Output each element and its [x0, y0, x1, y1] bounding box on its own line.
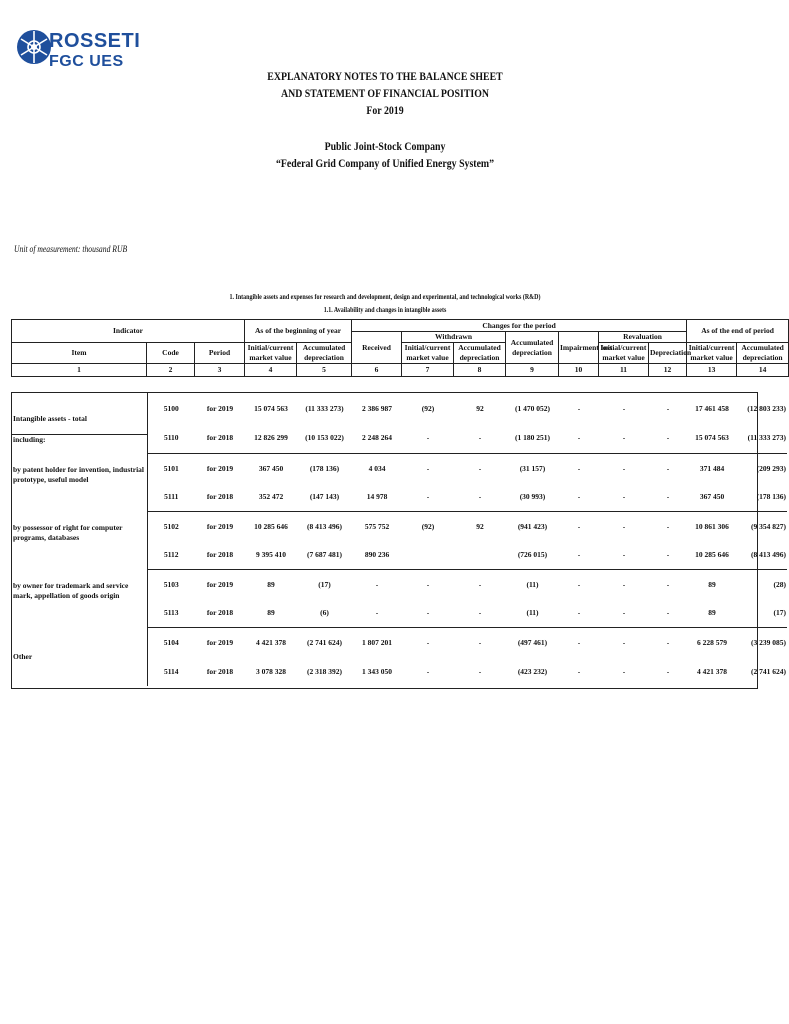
section-subheading: 1.1. Availability and changes in intangible assets — [323, 305, 447, 314]
header-withdrawn: Withdrawn — [402, 332, 506, 343]
column-number: 11 — [599, 364, 649, 377]
table-cell: 1 807 201 — [362, 637, 392, 647]
column-number: 7 — [402, 364, 454, 377]
table-cell: 5113 — [147, 599, 195, 627]
header-beginning: As of the beginning of year — [245, 320, 352, 343]
table-header — [11, 319, 789, 377]
table-cell: 15 074 563 — [687, 423, 737, 453]
company-type: Public Joint-Stock Company — [324, 139, 446, 153]
table-cell: 9 395 410 — [245, 541, 297, 569]
table-cell: - — [577, 667, 581, 676]
table-cell: - — [375, 579, 379, 589]
table-cell: 4 421 378 — [697, 667, 727, 676]
table-cell: for 2018 — [206, 667, 234, 676]
table-cell: 2 248 264 — [352, 423, 402, 453]
table-cell: for 2018 — [195, 423, 245, 453]
table-cell: - — [666, 637, 670, 647]
table-cell: - — [666, 579, 670, 589]
header-item: Item — [12, 343, 147, 364]
table-cell: - — [577, 403, 581, 413]
table-cell: - — [402, 483, 454, 511]
table-cell: (497 461) — [517, 637, 548, 647]
table-cell: 10 285 646 — [687, 541, 737, 569]
table-cell: - — [426, 667, 430, 676]
table-cell: - — [478, 637, 482, 647]
table-cell: 10 861 306 — [695, 521, 729, 531]
table-cell: 92 — [476, 403, 484, 413]
table-cell: (3 239 085) — [751, 637, 786, 647]
table-cell: - — [559, 599, 599, 627]
table-cell: (92) — [421, 521, 435, 531]
row-label-text: Intangible assets - total — [13, 414, 87, 423]
table-cell: - — [649, 423, 687, 453]
table-cell: (11 333 273) — [305, 403, 344, 413]
header-accum-dep: Accumulated depreciation — [506, 332, 559, 364]
table-cell: - — [559, 483, 599, 511]
table-cell: 5101 — [163, 463, 179, 473]
table-cell: - — [599, 483, 649, 511]
table-cell: for 2019 — [206, 463, 234, 473]
column-number: 3 — [195, 364, 245, 377]
header-period: Period — [195, 343, 245, 364]
table-cell: 10 285 646 — [254, 521, 288, 531]
table-cell: 367 450 — [258, 463, 284, 473]
table-cell: (178 136) — [737, 483, 787, 511]
header-code: Code — [147, 343, 195, 364]
header-received: Received — [352, 332, 402, 364]
header-end-initial: Initial/current market value — [687, 343, 737, 364]
table-cell: - — [666, 463, 670, 473]
table-cell: - — [577, 637, 581, 647]
table-cell: - — [599, 599, 649, 627]
doc-title-line1: EXPLANATORY NOTES TO THE BALANCE SHEET — [267, 69, 503, 83]
table-cell: - — [478, 667, 482, 676]
table-cell: - — [666, 667, 670, 676]
table-cell: 890 236 — [352, 541, 402, 569]
table-cell: (2 741 624) — [307, 637, 342, 647]
table-cell: (2 741 624) — [751, 667, 786, 676]
table-cell: for 2019 — [206, 637, 234, 647]
table-cell: 5110 — [147, 423, 195, 453]
table-cell: 5114 — [163, 667, 179, 676]
table-cell: (7 687 481) — [297, 541, 352, 569]
table-cell: (10 153 022) — [297, 423, 352, 453]
table-cell: (726 015) — [506, 541, 559, 569]
table-cell: 6 228 579 — [697, 637, 727, 647]
header-reval-initial: Initial/current market value — [599, 343, 649, 364]
table-row — [12, 569, 787, 599]
table-cell — [402, 541, 454, 569]
column-number: 2 — [147, 364, 195, 377]
table-cell: 5102 — [163, 521, 179, 531]
table-cell: for 2018 — [195, 599, 245, 627]
column-number: 1 — [12, 364, 147, 377]
table-cell: (941 423) — [517, 521, 548, 531]
table-cell: - — [649, 541, 687, 569]
header-indicator: Indicator — [12, 320, 245, 343]
column-number: 14 — [737, 364, 789, 377]
table-cell: 5112 — [147, 541, 195, 569]
column-number: 10 — [559, 364, 599, 377]
table-cell: - — [622, 463, 626, 473]
table-cell: - — [478, 579, 482, 589]
logo-name: ROSSETI — [49, 30, 141, 52]
table-cell: 89 — [267, 579, 275, 589]
table-cell: 5103 — [163, 579, 179, 589]
table-cell: 17 461 458 — [695, 403, 729, 413]
table-cell: - — [426, 579, 430, 589]
table-cell: (92) — [421, 403, 435, 413]
table-cell: for 2018 — [195, 483, 245, 511]
table-cell: - — [577, 521, 581, 531]
logo-subname: FGC UES — [49, 53, 124, 70]
table-cell: (178 136) — [309, 463, 340, 473]
table-cell: 12 826 299 — [245, 423, 297, 453]
column-number: 13 — [687, 364, 737, 377]
table-cell: - — [622, 579, 626, 589]
column-number: 12 — [649, 364, 687, 377]
table-cell: (147 143) — [297, 483, 352, 511]
table-cell: (423 232) — [517, 667, 548, 676]
table-cell: 15 074 563 — [254, 403, 288, 413]
column-number: 6 — [352, 364, 402, 377]
table-cell: - — [622, 667, 626, 676]
table-body — [11, 392, 786, 689]
table-cell: (11) — [526, 579, 539, 589]
table-cell: - — [454, 423, 506, 453]
table-cell: for 2018 — [195, 541, 245, 569]
table-cell: 367 450 — [687, 483, 737, 511]
table-cell: 92 — [476, 521, 484, 531]
table-cell: - — [426, 637, 430, 647]
column-number: 5 — [297, 364, 352, 377]
table-cell: 89 — [245, 599, 297, 627]
table-cell: (8 413 496) — [737, 541, 787, 569]
row-label: by patent holder for invention, industrial prototype, useful model — [12, 453, 147, 511]
table-cell: (31 157) — [519, 463, 546, 473]
table-cell: - — [454, 599, 506, 627]
table-cell: (209 293) — [756, 463, 786, 473]
table-cell: - — [352, 599, 402, 627]
table-cell: (8 413 496) — [307, 521, 342, 531]
row-label: by owner for trademark and service mark, appellation of goods origin — [12, 569, 147, 627]
table-cell: - — [402, 599, 454, 627]
table-cell: 5111 — [147, 483, 195, 511]
header-withdrawn-initial: Initial/current market value — [402, 343, 454, 364]
table-cell: - — [622, 403, 626, 413]
header-begin-initial: Initial/current market value — [245, 343, 297, 364]
column-number: 4 — [245, 364, 297, 377]
unit-of-measurement: Unit of measurement: thousand RUB — [14, 244, 128, 254]
table-cell — [454, 541, 506, 569]
table-cell: - — [402, 423, 454, 453]
table-cell: - — [454, 483, 506, 511]
table-cell: 5104 — [163, 637, 179, 647]
company-name: “Federal Grid Company of Unified Energy System” — [275, 156, 495, 170]
table-cell: for 2019 — [206, 403, 234, 413]
table-cell: - — [559, 541, 599, 569]
table-cell: (11 333 273) — [737, 423, 787, 453]
column-number: 8 — [454, 364, 506, 377]
table-cell: - — [649, 483, 687, 511]
table-row — [12, 511, 787, 541]
table-cell: (11) — [506, 599, 559, 627]
table-row — [12, 627, 787, 657]
table-cell: 3 078 328 — [256, 667, 286, 676]
including-label: including: — [12, 434, 148, 454]
table-cell: (28) — [773, 579, 786, 589]
table-cell: (30 993) — [506, 483, 559, 511]
table-cell: - — [599, 541, 649, 569]
table-cell: for 2019 — [206, 521, 234, 531]
table-cell: - — [426, 463, 430, 473]
table-cell: - — [478, 463, 482, 473]
table-row — [12, 453, 787, 483]
table-cell: - — [622, 637, 626, 647]
table-cell: (1 180 251) — [506, 423, 559, 453]
table-cell: 4 034 — [368, 463, 386, 473]
table-cell: - — [559, 423, 599, 453]
table-cell: for 2019 — [206, 579, 234, 589]
table-cell: 14 978 — [352, 483, 402, 511]
table-cell: 371 484 — [699, 463, 725, 473]
row-label: Other — [12, 627, 147, 686]
table-cell: 575 752 — [364, 521, 390, 531]
column-number-row — [12, 364, 789, 377]
header-end-accum: Accumulated depreciation — [737, 343, 789, 364]
table-cell: 1 343 050 — [362, 667, 392, 676]
table-cell: 4 421 378 — [256, 637, 286, 647]
header-impairment: Impairment loss — [559, 332, 599, 364]
header-end: As of the end of period — [687, 320, 789, 343]
header-begin-accum: Accumulated depreciation — [297, 343, 352, 364]
section-heading: 1. Intangible assets and expenses for research and development, design and experimental, and technological works (R&D) — [229, 292, 541, 301]
table-cell: (6) — [297, 599, 352, 627]
table-cell: - — [649, 599, 687, 627]
table-cell: 5100 — [163, 403, 179, 413]
doc-title-year: For 2019 — [366, 103, 404, 117]
table-cell: 89 — [687, 599, 737, 627]
table-row — [12, 393, 787, 423]
table-cell: 2 386 987 — [362, 403, 392, 413]
table-cell: (2 318 392) — [307, 667, 342, 676]
table-cell: (12 803 233) — [747, 403, 786, 413]
table-cell: - — [599, 423, 649, 453]
table-cell: - — [666, 403, 670, 413]
doc-title-line2: AND STATEMENT OF FINANCIAL POSITION — [281, 86, 489, 100]
row-label: by possessor of right for computer programs, databases — [12, 511, 147, 569]
table-cell: (17) — [318, 579, 331, 589]
table-cell: - — [622, 521, 626, 531]
table-cell: (1 470 052) — [515, 403, 550, 413]
header-reval-depreciation: Depreciation — [649, 343, 687, 364]
table-cell: - — [577, 579, 581, 589]
column-number: 9 — [506, 364, 559, 377]
header-withdrawn-accum: Accumulated depreciation — [454, 343, 506, 364]
table-cell: - — [666, 521, 670, 531]
table-cell: (17) — [737, 599, 787, 627]
header-revaluation: Revaluation — [599, 332, 687, 343]
row-label — [12, 393, 147, 453]
table-cell: 89 — [708, 579, 716, 589]
table-cell: (9 354 827) — [751, 521, 786, 531]
header-changes: Changes for the period — [352, 320, 687, 332]
table-cell: 352 472 — [245, 483, 297, 511]
table-cell: - — [577, 463, 581, 473]
